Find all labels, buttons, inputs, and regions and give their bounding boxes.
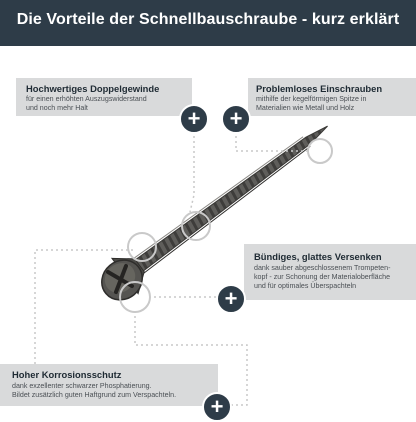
- feature-text: und für optimales Überspachteln: [254, 282, 357, 290]
- tip-highlight-circle: [308, 139, 332, 163]
- feature-text: und noch mehr Halt: [26, 104, 88, 112]
- plus-icon[interactable]: +: [179, 104, 209, 134]
- feature-text: für einen erhöhten Auszugswiderstand: [26, 95, 147, 103]
- page-title: Die Vorteile der Schnellbauschraube - kurz erklärt: [16, 11, 400, 28]
- feature-title: Bündiges, glattes Versenken: [254, 251, 382, 262]
- plus-icon[interactable]: +: [221, 104, 251, 134]
- feature-box-double-thread: [16, 78, 192, 116]
- feature-title: Hochwertiges Doppelgewinde: [26, 83, 160, 94]
- plus-icon[interactable]: +: [216, 284, 246, 314]
- plus-icon[interactable]: +: [202, 392, 232, 422]
- feature-text: mithilfe der kegelförmigen Spitze in: [256, 95, 367, 103]
- feature-title: Hoher Korrosionsschutz: [12, 369, 122, 380]
- feature-text: Bildet zusätzlich guten Haftgrund zum Verspachteln.: [12, 391, 177, 399]
- feature-text: dank sauber abgeschlossenem Trompeten-: [254, 264, 391, 272]
- feature-title: Problemloses Einschrauben: [256, 83, 383, 94]
- feature-text: Materialien wie Metall und Holz: [256, 104, 355, 112]
- feature-box-flush-countersink: [244, 244, 416, 300]
- feature-box-corrosion-protection: [0, 364, 218, 406]
- feature-box-easy-screwing: [248, 78, 416, 116]
- feature-text: kopf - zur Schonung der Materialoberfläche: [254, 273, 391, 281]
- feature-text: dank exzellenter schwarzer Phosphatierung.: [12, 382, 152, 390]
